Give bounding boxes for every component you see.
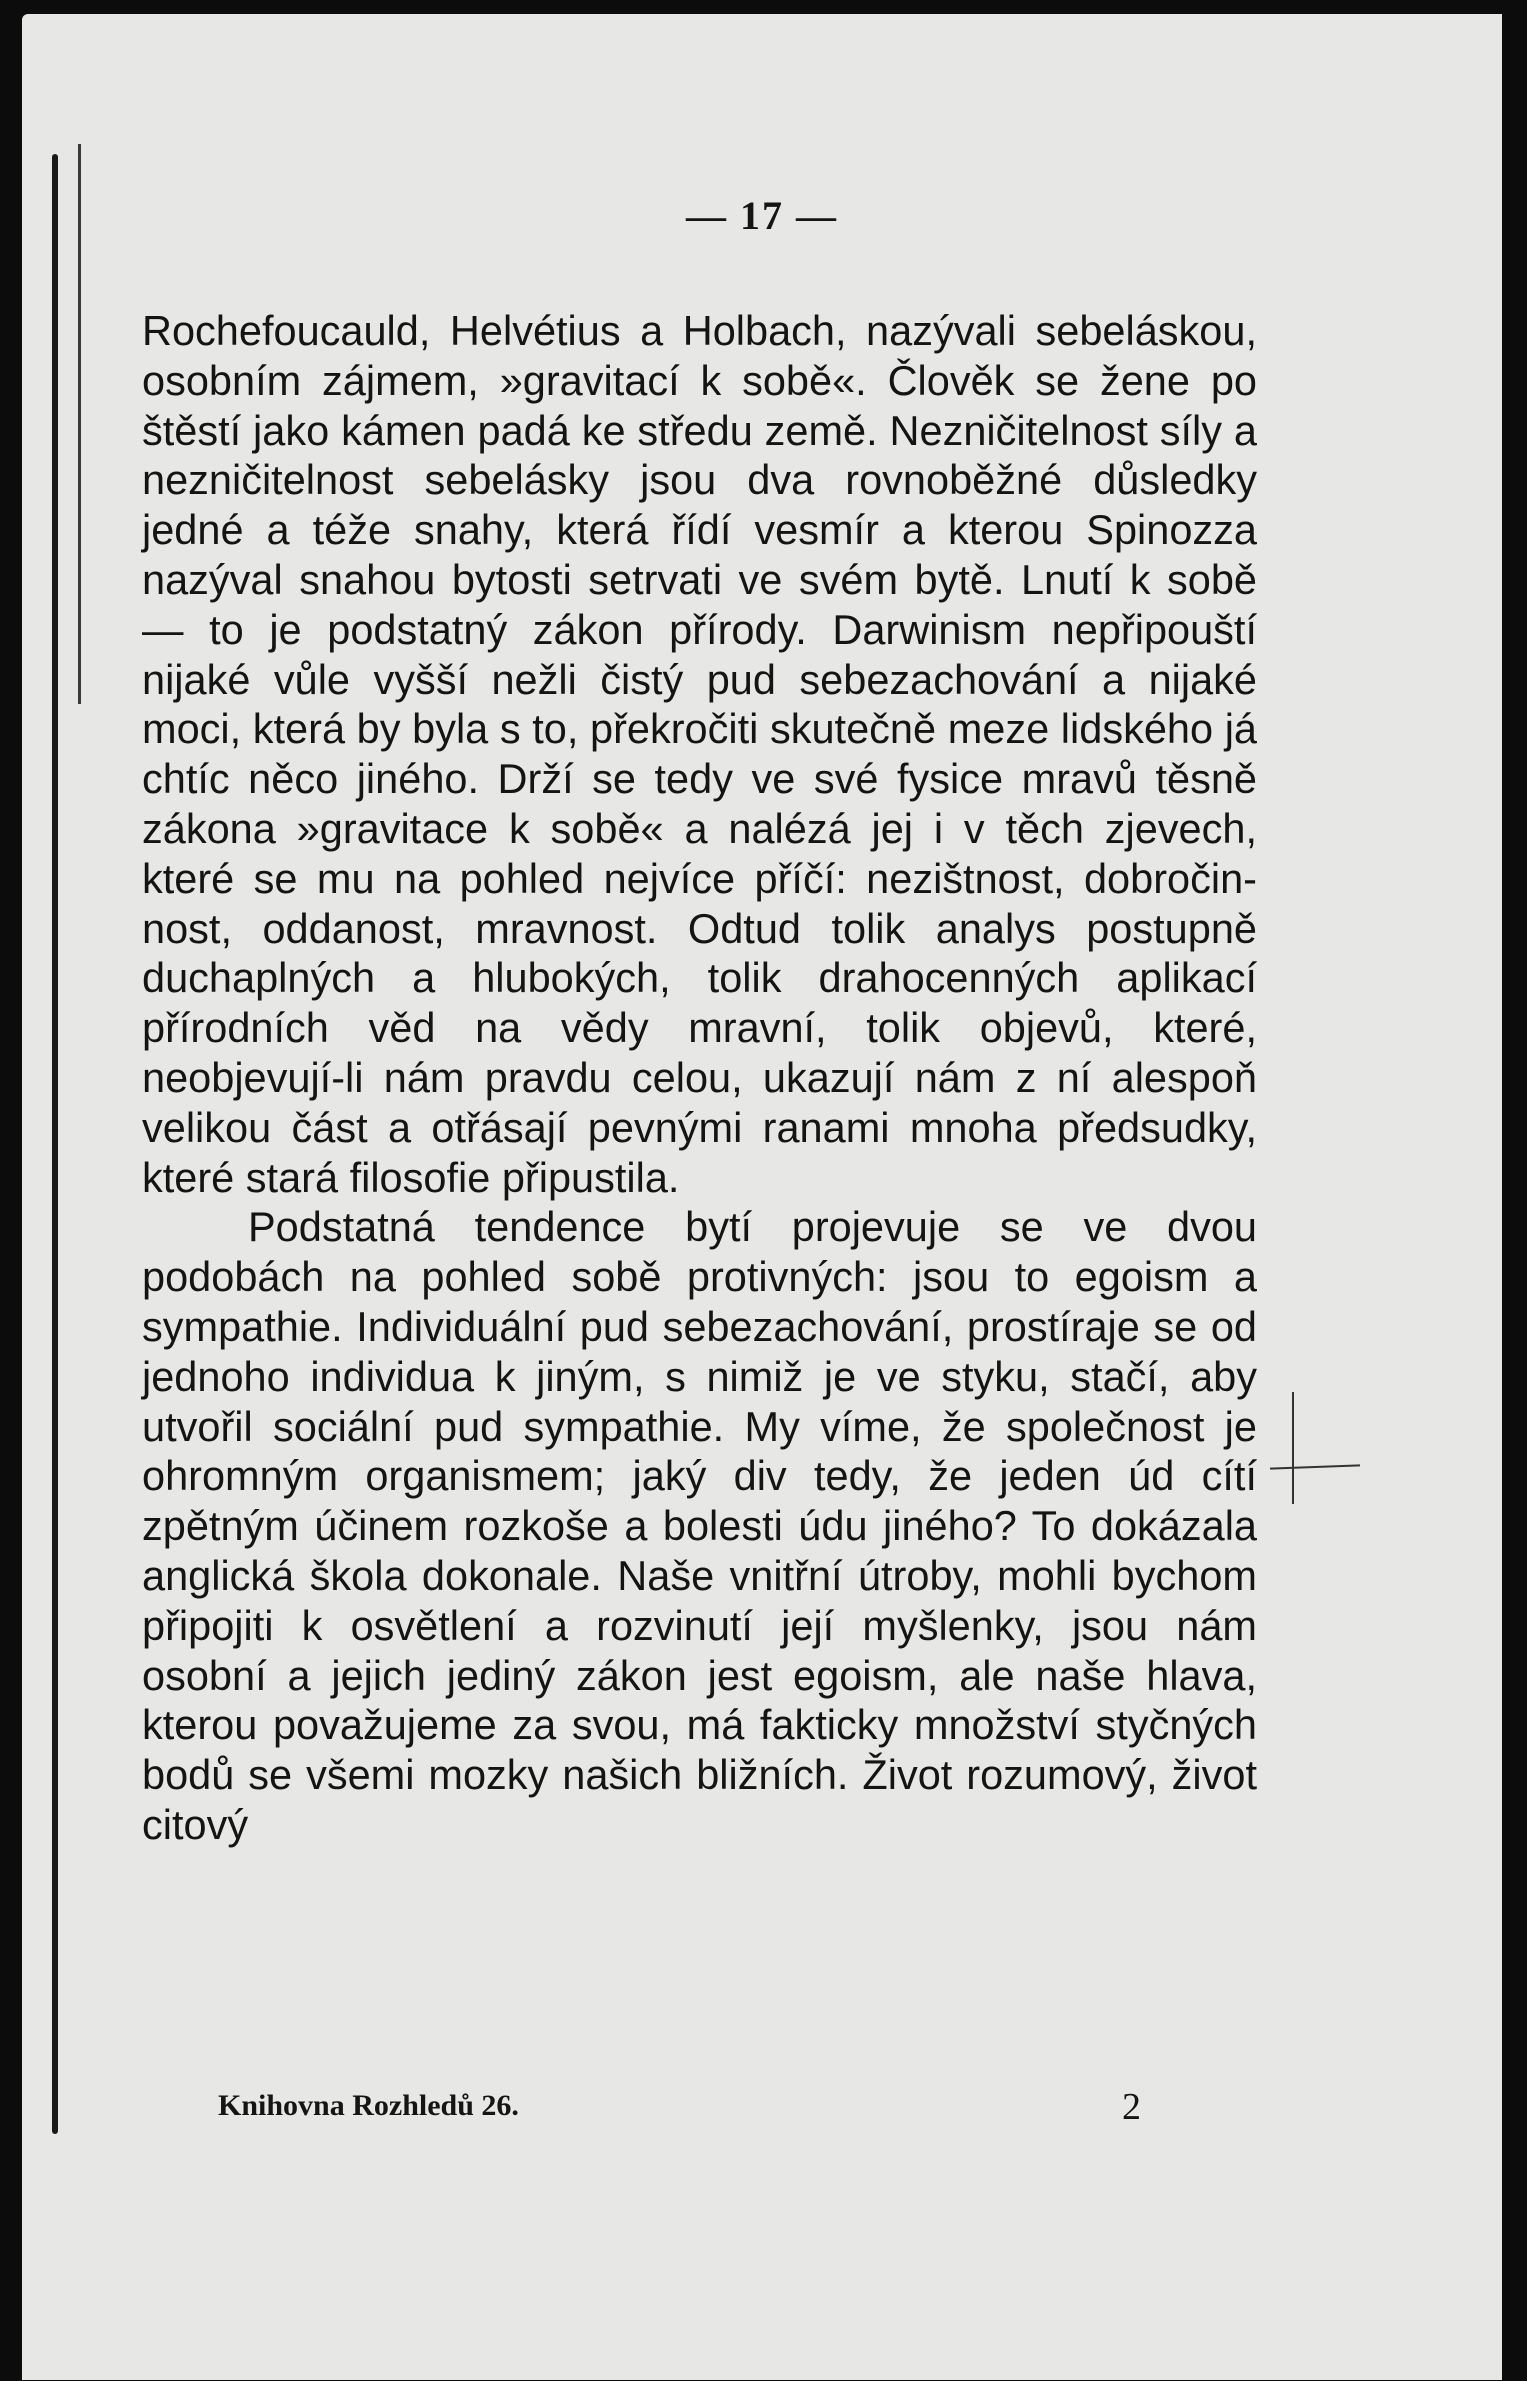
page-number: — 17 — [686, 193, 838, 238]
paragraph-1: Rochefoucauld, Helvétius a Holbach, nazývali sebeláskou, osobním zájmem, »gravitací k sobě«. Člověk se žene po štěstí jako kámen padá ke středu země. Nezničitelnost síly a nezničitelnost sebelásky jsou dva rovnoběžné důsledky jedné a téže snahy, která řídí vesmír a kterou Spinozza nazýval snahou bytosti setrvati ve svém bytě. Lnutí k sobě — to je podstatný zákon přírody. Darwinism nepřipouští nijaké vůle vyšší nežli čistý pud sebezachování a nijaké moci, která by byla s to, překročiti skutečně meze lidského já chtíc něco jiného. Drží se tedy ve své fysice mravů těsně zákona »gravitace k sobě« a nalézá jej i v těch zjevech, které se mu na pohled nejvíce příčí: nezištnost, dobročinnost, oddanost, mravnost. Odtud tolik analys postupně duchaplných a hlubokých, tolik drahocenných aplikací přírodních věd na vědy mravní, tolik objevů, které, neobjevují-li nám pravdu celou, ukazují nám z ní alespoň velikou část a otřásají pevnými ranami mnoha předsudky, které stará filosofie připustila. [142, 307, 1257, 1201]
binding-edge [52, 154, 58, 2134]
paragraph-2: Podstatná tendence bytí projevuje se ve dvou podobách na pohled sobě protivných: jsou to egoism a sympathie. Individuální pud sebezachování, prostíraje se od jednoho individua k jiným, s nimiž je ve styku, stačí, aby utvořil sociální pud sympathie. My víme, že společnost je ohromným organismem; jaký div tedy, že jeden úd cítí zpětným účinem rozkoše a bolesti údu jiného? To dokázala anglická škola dokonale. Naše vnitřní útroby, mohli bychom připojiti k osvětlení a rozvinutí její myšlenky, jsou nám osobní a jejich jediný zákon jest egoism, ale naše hlava, kterou považujeme za svou, má fakticky množství styčných bodů se všemi mozky našich bližních. Život rozumový, život citový [142, 1203, 1257, 1848]
body-text [142, 306, 1257, 1850]
margin-mark-horizontal [1270, 1464, 1360, 1469]
margin-mark-vertical [1292, 1392, 1294, 1504]
footer-series-title: Knihovna Rozhledů 26. [218, 2089, 519, 2122]
book-page [22, 14, 1502, 2380]
footer-signature-number: 2 [1122, 2086, 1141, 2128]
